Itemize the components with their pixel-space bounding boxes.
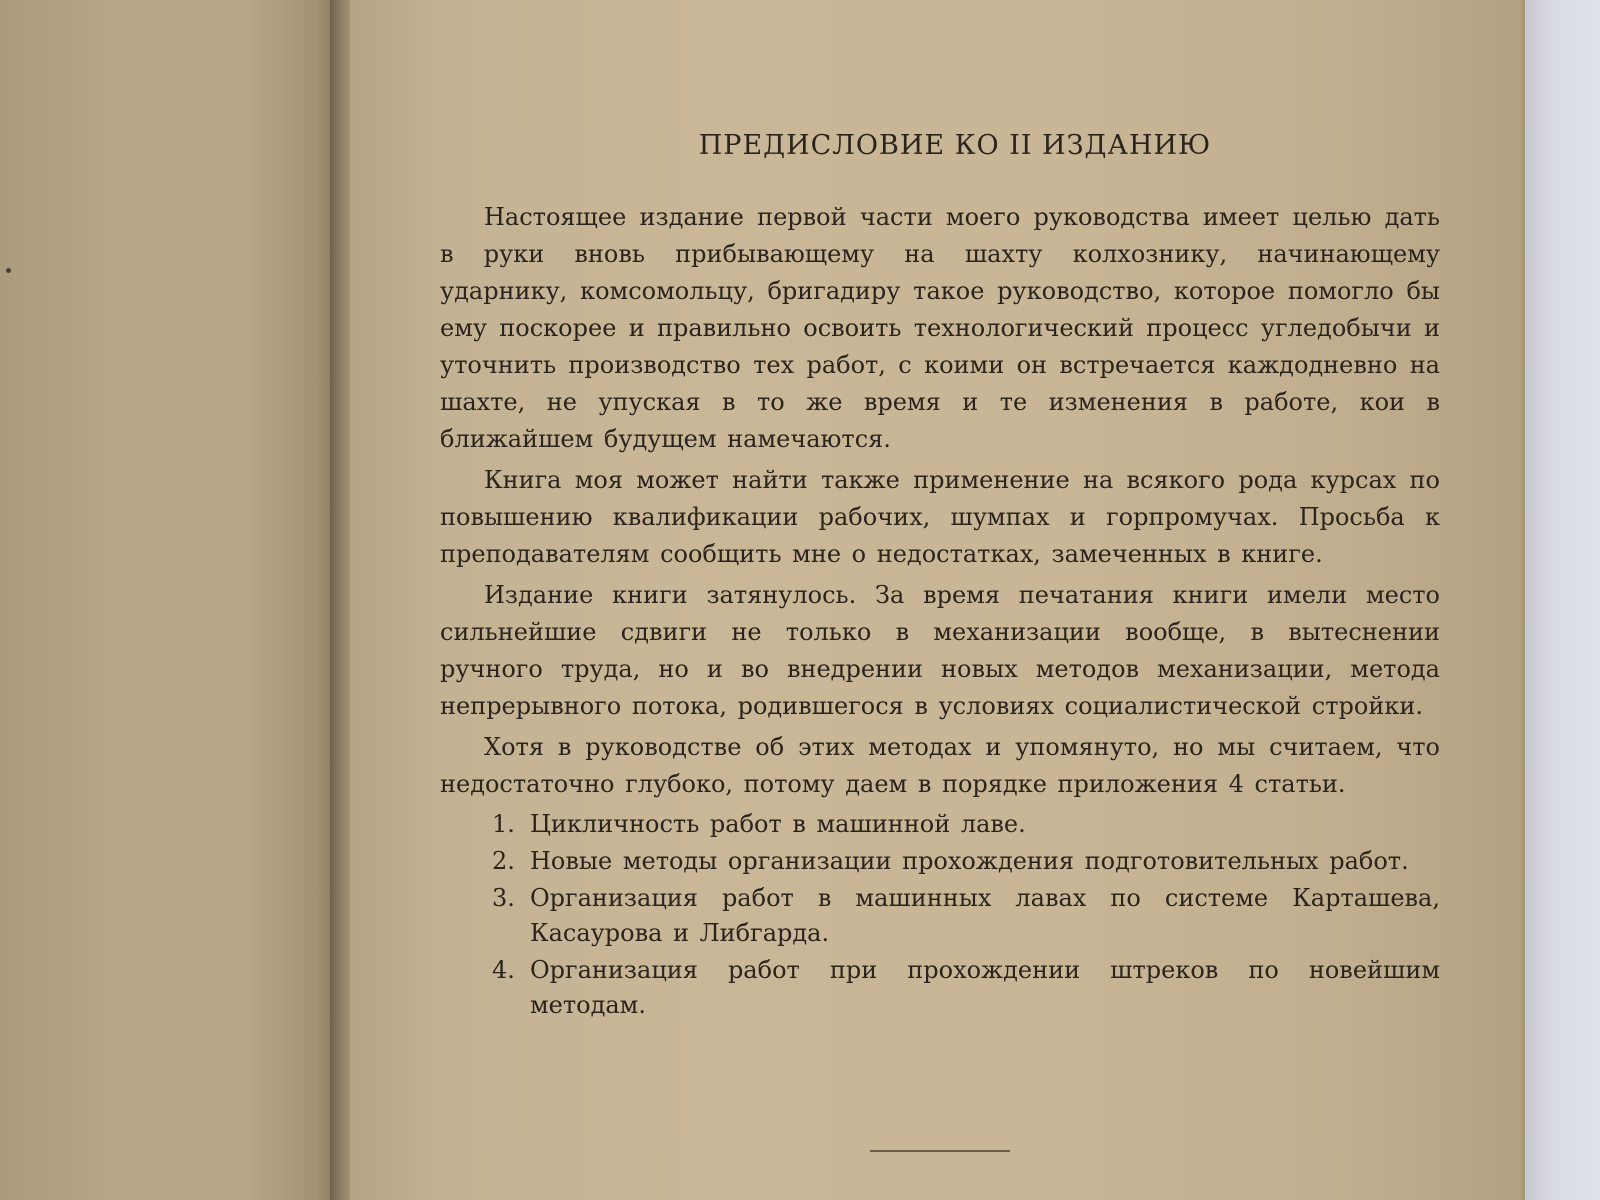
backdrop bbox=[1525, 0, 1600, 1200]
list-item-number: 3. bbox=[492, 884, 515, 912]
list-item-text: Новые методы организации прохождения подготовительных работ. bbox=[530, 847, 1409, 875]
list-item bbox=[440, 881, 1440, 951]
list-item-number: 1. bbox=[492, 810, 515, 838]
list-item bbox=[440, 807, 1440, 842]
paragraph-3: Издание книги затянулось. За время печатания книги имели место сильнейшие сдвиги не только в механизации вообще, в вытеснении ручного труда, но и во внедрении новых методов механизации, метода непрерывного потока, родившегося в условиях социалистической стройки. bbox=[440, 581, 1440, 720]
page-title: ПРЕДИСЛОВИЕ КО II ИЗДАНИЮ bbox=[698, 130, 1212, 161]
list-item-text: Организация работ в машинных лавах по системе Карташева, Касаурова и Либгарда. bbox=[530, 884, 1440, 947]
closing-rule bbox=[870, 1150, 1010, 1152]
list-item bbox=[440, 953, 1440, 1023]
list-item-number: 4. bbox=[492, 956, 515, 984]
page-text bbox=[440, 130, 1440, 1025]
paper-speck bbox=[6, 268, 11, 273]
left-page bbox=[0, 0, 345, 1200]
list-item-number: 2. bbox=[492, 847, 515, 875]
article-list bbox=[440, 807, 1440, 1023]
list-item-text: Организация работ при прохождении штреков по новейшим методам. bbox=[530, 956, 1440, 1019]
list-item bbox=[440, 844, 1440, 879]
list-item-text: Цикличность работ в машинной лаве. bbox=[530, 810, 1026, 838]
paragraph-1: Настоящее издание первой части моего руководства имеет целью дать в руки вновь прибывающему на шахту колхознику, начинающему ударнику, комсомольцу, бригадиру такое руководство, которое помогло бы ему поскорее и правильно освоить технологический процесс угледобычи и уточнить производство тех работ, с коими он встречается каждодневно на шахте, не упуская в то же время и те изменения в работе, кои в ближайшем будущем намечаются. bbox=[440, 203, 1440, 453]
paragraph-4: Хотя в руководстве об этих методах и упомянуто, но мы считаем, что недостаточно глубоко, потому даем в порядке приложения 4 статьи. bbox=[440, 733, 1440, 798]
paragraph-2: Книга моя может найти также применение на всякого рода курсах по повышению квалификации рабочих, шумпах и горпромучах. Просьба к преподавателям сообщить мне о недостатках, замеченных в книге. bbox=[440, 466, 1440, 568]
